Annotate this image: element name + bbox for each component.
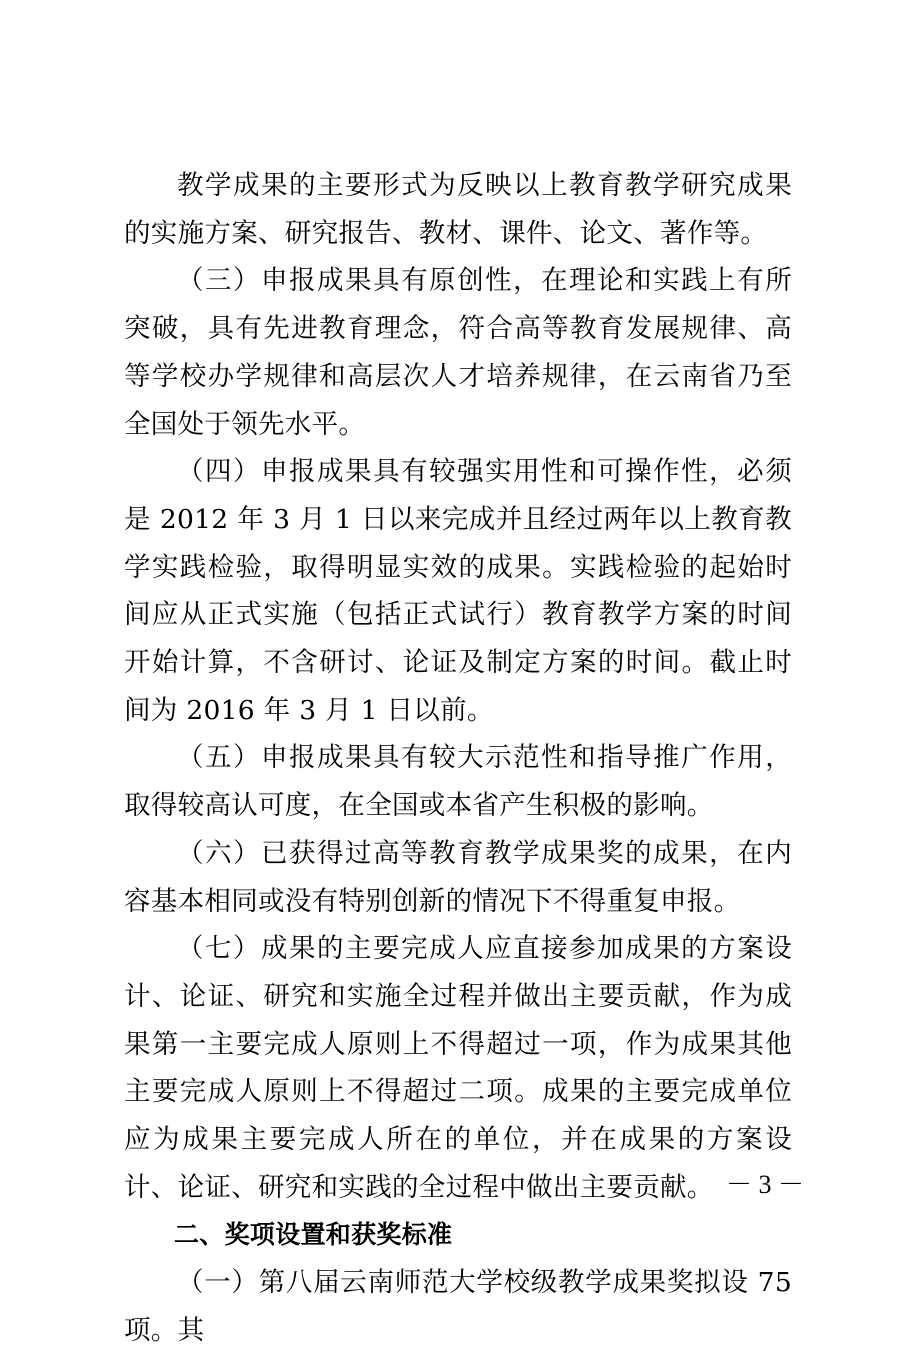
paragraph-no-duplicate: （六）已获得过高等教育教学成果奖的成果，在内容基本相同或没有特别创新的情况下不得重复申报。 <box>124 837 792 917</box>
paragraph-achievement-forms: 教学成果的主要形式为反映以上教育教学研究成果的实施方案、研究报告、教材、课件、论文、著作等。 <box>124 170 792 249</box>
paragraph-demonstration: （五）申报成果具有较大示范性和指导推广作用，取得较高认可度，在全国或本省产生积极的影响。 <box>124 742 792 822</box>
page-number: － 3 － <box>726 1170 805 1199</box>
document-body <box>124 162 792 1355</box>
paragraph-originality: （三）申报成果具有原创性，在理论和实践上有所突破，具有先进教育理念，符合高等教育发展规律、高等学校办学规律和高层次人才培养规律，在云南省乃至全国处于领先水平。 <box>124 265 792 440</box>
paragraph-award-count: （一）第八届云南师范大学校级教学成果奖拟设 75 项。其 <box>124 1267 792 1346</box>
paragraph-main-contributors: （七）成果的主要完成人应直接参加成果的方案设计、论证、研究和实施全过程并做出主要贡献，作为成果第一主要完成人原则上不得超过一项，作为成果其他主要完成人原则上不得超过二项。成果的主要完成单位应为成果主要完成人所在的单位，并在成果的方案设计、论证、研究和实践的全过程中做出主要贡献。 <box>124 933 792 1203</box>
paragraph-practicality: （四）申报成果具有较强实用性和可操作性，必须是 2012 年 3 月 1 日以来完成并且经过两年以上教育教学实践检验，取得明显实效的成果。实践检验的起始时间应从正式实施（包括正式试行）教育教学方案的时间开始计算，不含研讨、论证及制定方案的时间。截止时间为 2016 年 3 月 1 日以前。 <box>124 456 792 726</box>
section-heading: 二、奖项设置和获奖标准 <box>174 1220 453 1250</box>
